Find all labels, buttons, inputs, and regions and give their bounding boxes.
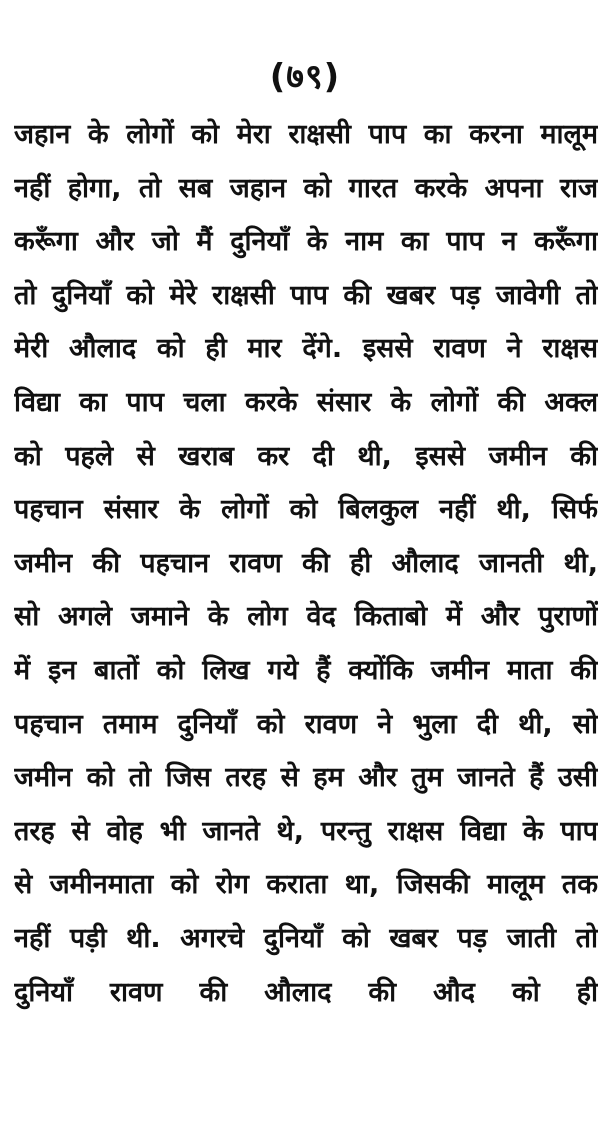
text-line: जमीन को तो जिस तरह से हम और तुम जानते हैं उसी (14, 762, 598, 794)
text-line: सो अगले जमाने के लोग वेद किताबो में और पुराणों (14, 601, 598, 633)
text-line: में इन बातों को लिख गये हैं क्योंकि जमीन माता की (14, 654, 598, 686)
text-line: जहान के लोगों को मेरा राक्षसी पाप का करना मालूम (14, 119, 598, 150)
text-line: को पहले से खराब कर दी थी, इससे जमीन की (14, 440, 598, 472)
text-line: नहीं होगा, तो सब जहान को गारत करके अपना राज (14, 172, 598, 204)
text-line: नहीं पड़ी थी. अगरचे दुनियाँ को खबर पड़ जाती तो (14, 922, 598, 954)
text-line: से जमीनमाता को रोग कराता था, जिसकी मालूम तक (14, 869, 598, 901)
text-line: तो दुनियाँ को मेरे राक्षसी पाप की खबर पड़ जावेगी तो (14, 279, 598, 311)
body-text (14, 108, 598, 1019)
text-line: मेरी औलाद को ही मार देंगे. इससे रावण ने राक्षस (14, 333, 598, 365)
text-line: विद्या का पाप चला करके संसार के लोगों की अक्ल (14, 386, 598, 418)
text-line: दुनियाँ रावण की औलाद की औद को ही (14, 976, 598, 1008)
text-line: पहचान तमाम दुनियाँ को रावण ने भुला दी थी, सो (14, 708, 598, 740)
text-line: जमीन की पहचान रावण की ही औलाद जानती थी, (14, 547, 598, 579)
text-line: तरह से वोह भी जानते थे, परन्तु राक्षस विद्या के पाप (14, 815, 598, 847)
text-line: पहचान संसार के लोगों को बिलकुल नहीं थी, सिर्फ (14, 494, 598, 526)
text-line: करूँगा और जो मैं दुनियाँ के नाम का पाप न करूँगा (14, 226, 598, 258)
page-number: (७९) (269, 57, 341, 97)
